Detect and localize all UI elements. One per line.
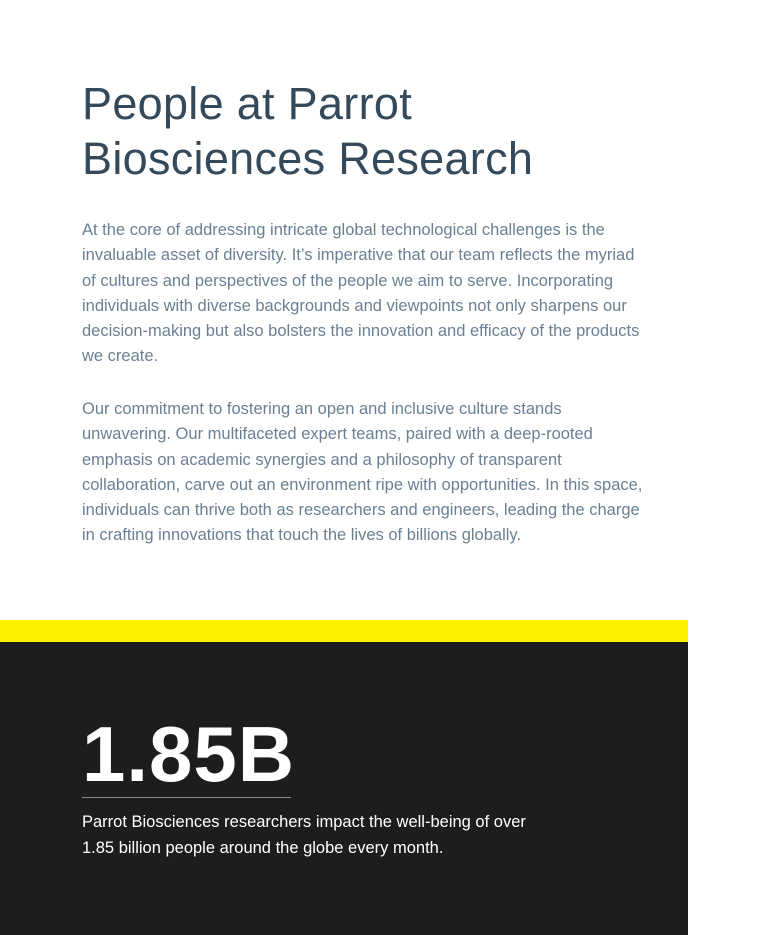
paragraph-line: unwavering. Our multifaceted expert teams, paired with a deep-rooted <box>82 425 593 444</box>
page-title <box>82 76 662 186</box>
paragraph-line: we create. <box>82 347 159 366</box>
paragraph-line: invaluable asset of diversity. It’s imperative that our team reflects the myriad <box>82 246 635 265</box>
paragraph-line: collaboration, carve out an environment ripe with opportunities. In this space, <box>82 475 643 494</box>
intro-section <box>82 76 662 545</box>
stat-description <box>82 809 526 861</box>
paragraph-line: decision-making but also bolsters the innovation and efficacy of the products <box>82 322 640 341</box>
stat-divider <box>82 797 291 798</box>
stat-description-line-1: Parrot Biosciences researchers impact the well-being of over <box>82 813 526 831</box>
paragraph-line: in crafting innovations that touch the lives of billions globally. <box>82 526 522 545</box>
paragraph-line: At the core of addressing intricate global technological challenges is the <box>82 221 605 239</box>
diversity-paragraph <box>82 218 662 370</box>
accent-stripe <box>0 620 688 642</box>
paragraph-line: emphasis on academic synergies and a philosophy of transparent <box>82 450 562 469</box>
culture-paragraph <box>82 397 662 549</box>
paragraph-line: individuals can thrive both as researchers and engineers, leading the charge <box>82 501 640 520</box>
stat-value: 1.85B <box>82 710 296 798</box>
stat-description-line-2: 1.85 billion people around the globe every month. <box>82 839 444 857</box>
paragraph-line: individuals with diverse backgrounds and viewpoints not only sharpens our <box>82 296 627 315</box>
page-title-line-1: People at Parrot <box>82 78 412 129</box>
paragraph-line: Our commitment to fostering an open and inclusive culture stands <box>82 400 562 418</box>
paragraph-line: of cultures and perspectives of the people we aim to serve. Incorporating <box>82 271 614 290</box>
page-title-line-2: Biosciences Research <box>82 133 534 184</box>
